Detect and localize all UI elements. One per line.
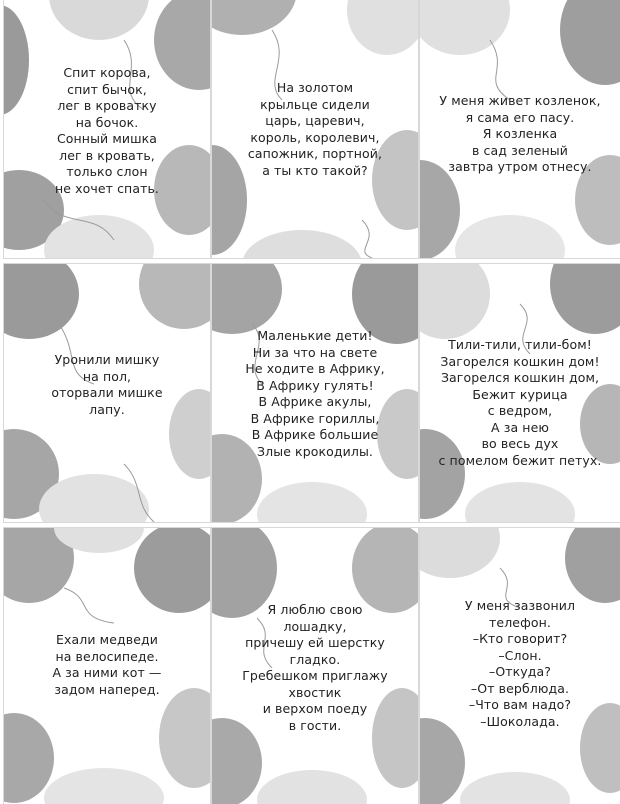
poem-card-2	[212, 0, 418, 258]
poem-text: Тили-тили, тили-бом! Загорелся кошкин дом! Загорелся кошкин дом, Бежит курица с ведром, А за нею во весь дух с помелом бежит петух.	[438, 337, 602, 468]
poem-text: Уронили мишку на пол, оторвали мишке лапу.	[51, 352, 163, 417]
poem-text: Я люблю свою лошадку, причешу ей шерстку гладко. Гребешком приглажу хвостик и верхом поеду в гости.	[242, 602, 388, 733]
poem-card-1	[4, 0, 210, 258]
poem-text: Маленькие дети! Ни за что на свете Не ходите в Африку, В Африку гулять! В Африке акулы, В Африке гориллы, В Африке большие Злые крокодилы.	[245, 328, 385, 459]
poem-text: Ехали медведи на велосипеде. А за ними кот — задом наперед.	[52, 632, 162, 697]
poem-text: У меня зазвонил телефон. –Кто говорит? –Слон. –Откуда? –От верблюда. –Что вам надо? –Шоколада.	[464, 598, 576, 729]
poem-card-7	[4, 528, 210, 804]
poem-card-5	[212, 264, 418, 522]
poem-text: Спит корова, спит бычок, лег в кроватку на бочок. Сонный мишка лег в кровать, только слон не хочет спать.	[54, 65, 160, 196]
poem-card-9	[420, 528, 620, 804]
poem-text: У меня живет козленок, я сама его пасу. Я козленка в сад зеленый завтра утром отнесу.	[439, 93, 601, 174]
poem-card-3	[420, 0, 620, 258]
poem-card-6	[420, 264, 620, 522]
poem-card-4	[4, 264, 210, 522]
poem-card-8	[212, 528, 418, 804]
poem-text: На золотом крыльце сидели царь, царевич, король, королевич, сапожник, портной, а ты кто такой?	[247, 80, 383, 178]
